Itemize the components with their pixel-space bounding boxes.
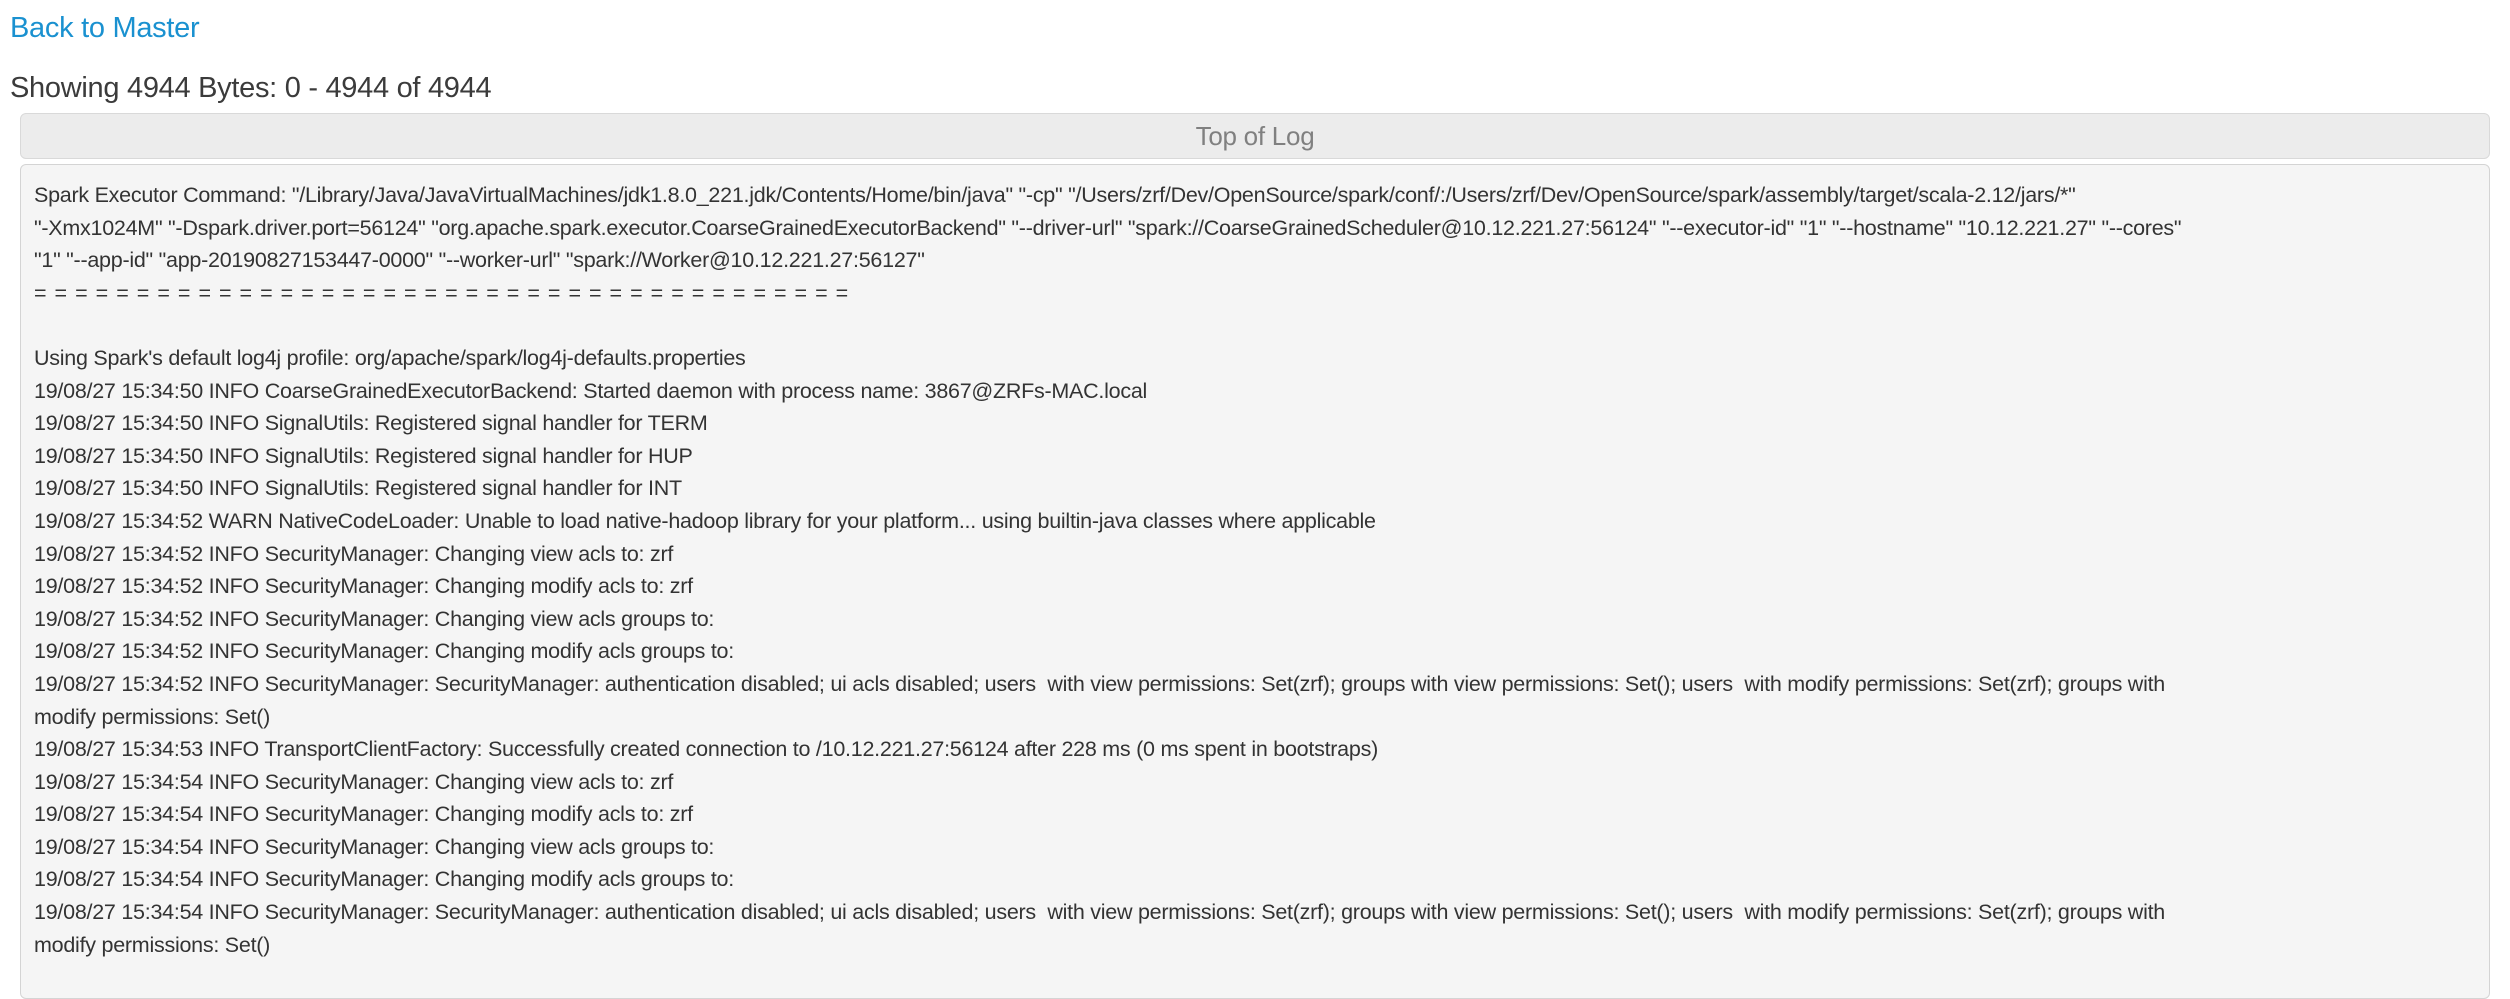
log-line: 19/08/27 15:34:52 INFO SecurityManager: SecurityManager: authentication disabled; ui acls disabled; users with view permissions: Set(zrf); groups with view permissions: Set(); users with modify permissions: Set(zrf); groups with [34, 671, 2166, 696]
log-line: 19/08/27 15:34:50 INFO CoarseGrainedExecutorBackend: Started daemon with process name: 3867@ZRFs-MAC.local [34, 378, 1148, 403]
top-of-log-label: Top of Log [1195, 120, 1315, 151]
log-line: 19/08/27 15:34:50 INFO SignalUtils: Registered signal handler for HUP [34, 443, 693, 468]
log-line: Using Spark's default log4j profile: org/apache/spark/log4j-defaults.properties [34, 345, 746, 370]
log-line: 19/08/27 15:34:54 INFO SecurityManager: Changing modify acls to: zrf [34, 802, 693, 827]
byte-range-info: Showing 4944 Bytes: 0 - 4944 of 4944 [10, 72, 492, 104]
log-line: modify permissions: Set() [34, 932, 271, 957]
log-line: 19/08/27 15:34:54 INFO SecurityManager: Changing view acls to: zrf [34, 769, 674, 794]
log-line: 19/08/27 15:34:52 INFO SecurityManager: Changing modify acls groups to: [34, 639, 734, 664]
top-of-log-bar [20, 113, 2490, 159]
log-line: 19/08/27 15:34:54 INFO SecurityManager: Changing view acls groups to: [34, 834, 715, 859]
log-line [34, 309, 2476, 342]
log-line: Spark Executor Command: "/Library/Java/JavaVirtualMachines/jdk1.8.0_221.jdk/Contents/Home/bin/java" "-cp" "/Users/zrf/Dev/OpenSource/spark/conf/:/Users/zrf/Dev/OpenSource/spark/assembly/target/scala-2.12/jars/*" [34, 183, 2076, 207]
log-line: 19/08/27 15:34:52 INFO SecurityManager: Changing view acls to: zrf [34, 541, 674, 566]
log-line: ======================================== [34, 280, 857, 305]
log-line: 19/08/27 15:34:54 INFO SecurityManager: Changing modify acls groups to: [34, 867, 734, 892]
back-to-master-link[interactable]: Back to Master [10, 12, 200, 44]
log-line: 19/08/27 15:34:50 INFO SignalUtils: Registered signal handler for INT [34, 476, 682, 501]
log-line: 19/08/27 15:34:52 WARN NativeCodeLoader: Unable to load native-hadoop library for your platform... using builtin-java classes where applicable [34, 508, 1376, 533]
log-line: 19/08/27 15:34:54 INFO SecurityManager: SecurityManager: authentication disabled; ui acls disabled; users with view permissions: Set(zrf); groups with view permissions: Set(); users with modify permissions: Set(zrf); groups with [34, 900, 2166, 925]
log-line: "-Xmx1024M" "-Dspark.driver.port=56124" "org.apache.spark.executor.CoarseGrainedExecutorBackend" "--driver-url" "spark://CoarseGrainedScheduler@10.12.221.27:56124" "--executor-id" "1" "--hostname" "10.12.221.27" "--cores" [34, 215, 2182, 240]
log-line: 19/08/27 15:34:50 INFO SignalUtils: Registered signal handler for TERM [34, 411, 708, 436]
log-line: modify permissions: Set() [34, 704, 271, 729]
log-content [34, 179, 2476, 961]
log-line: 19/08/27 15:34:52 INFO SecurityManager: Changing view acls groups to: [34, 606, 715, 631]
log-content-box [20, 164, 2490, 999]
log-line: 19/08/27 15:34:53 INFO TransportClientFactory: Successfully created connection to /10.12.221.27:56124 after 228 ms (0 ms spent in bootstraps) [34, 737, 1378, 762]
log-line: "1" "--app-id" "app-20190827153447-0000" "--worker-url" "spark://Worker@10.12.221.27:56127" [34, 248, 925, 273]
log-line: 19/08/27 15:34:52 INFO SecurityManager: Changing modify acls to: zrf [34, 574, 693, 599]
